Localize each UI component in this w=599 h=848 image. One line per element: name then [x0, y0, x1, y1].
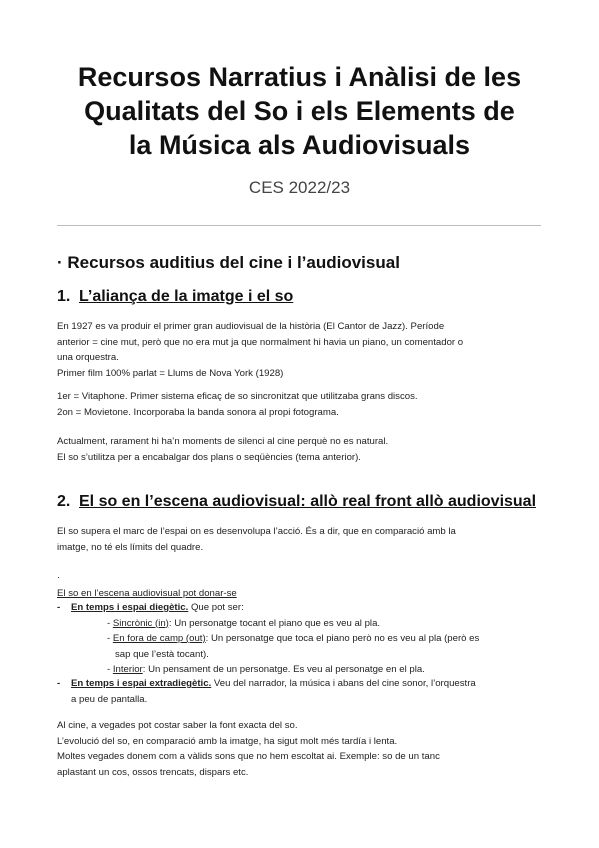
text-line: Moltes vegades donem com a vàlids sons que no hem escoltat ai. Exemple: so de un tanc — [57, 751, 440, 762]
bullet-diegetic — [57, 600, 541, 678]
sub-item — [107, 616, 541, 632]
sub-item-term: Sincrònic (in) — [112, 617, 169, 629]
text-line: Primer film 100% parlat = Llums de Nova York (1928) — [57, 367, 284, 379]
sub-item-term: Interior — [112, 664, 143, 675]
section-2-number: 2. — [57, 493, 71, 510]
text-line: anterior = cine mut, però que no era mut ja que normalment hi havia un piano, un comentador o — [57, 336, 464, 348]
text-line — [71, 676, 541, 692]
text-line: Actualment, rarament hi ha’n moments de silenci al cine perquè no es natural. — [57, 436, 389, 447]
section-heading: · Recursos auditius del cine i l’audiovisual — [57, 253, 400, 272]
bullet-rest: Veu del narrador, la música i abans del cine sonor, l’orquestra — [211, 678, 476, 689]
text-line: aplastant un cos, ossos trencats, dispars etc. — [57, 766, 249, 778]
section-1-paragraph-3 — [57, 434, 537, 465]
section-2-title: El so en l’escena audiovisual: allò real front allò audiovisual — [79, 493, 537, 510]
bullet-rest: Que pot ser: — [188, 602, 244, 613]
section-1-paragraph-2 — [57, 389, 537, 420]
document-subtitle: CES 2022/23 — [248, 178, 351, 197]
text-line: El so supera el marc de l’espai on es desenvolupa l’acció. És a dir, que en comparació amb la — [57, 526, 456, 537]
title-line-1: Recursos Narratius i Anàlisi de les — [77, 62, 522, 92]
section-2-paragraph-1 — [57, 524, 537, 555]
bullet-lead: En temps i espai diegètic. — [71, 602, 189, 613]
sub-item-text: : Un personatge que toca el piano però no es veu al pla (però es — [205, 633, 480, 644]
horizontal-divider — [57, 225, 541, 226]
section-2-intro — [57, 570, 537, 601]
sub-item-dash: - — [107, 617, 113, 629]
section-1-title: L’aliança de la imatge i el so — [79, 288, 294, 305]
intro-text: El so en l’escena audiovisual pot donar-se — [57, 587, 237, 599]
section-2-paragraph-2 — [57, 718, 537, 780]
text-line: El so s’utilitza per a encabalgar dos plans o seqüències (tema anterior). — [57, 451, 361, 463]
text-line: imatge, no té els límits del quadre. — [57, 541, 204, 553]
bullet-body — [71, 676, 541, 707]
sub-item-text: : Un pensament de un personatge. Es veu al personatge en el pla. — [142, 664, 425, 675]
sub-item-text: sap que l’està tocant). — [115, 648, 209, 660]
intro-bullet: · — [57, 572, 61, 583]
text-line: Al cine, a vegades pot costar saber la font exacta del so. — [57, 720, 298, 731]
sub-item-text: : Un personatge tocant el piano que es veu al pla. — [168, 617, 381, 629]
text-line — [71, 600, 541, 616]
title-line-2: Qualitats del So i els Elements de — [84, 96, 515, 126]
sub-item-dash: - — [107, 664, 113, 675]
bullet-dash: - — [57, 602, 61, 613]
bullet-extradiegetic — [57, 676, 541, 707]
bullet-lead: En temps i espai extradiegètic. — [71, 678, 212, 689]
text-line: 1er = Vitaphone. Primer sistema eficaç de so sincronitzat que utilitzaba grans discos. — [57, 391, 418, 402]
text-line: En 1927 es va produir el primer gran audiovisual de la història (El Cantor de Jazz). Període — [57, 321, 445, 332]
bullet-body — [71, 600, 541, 678]
sub-item-term: En fora de camp (out) — [112, 633, 206, 644]
sub-item — [107, 631, 541, 647]
text-line: una orquestra. — [57, 352, 119, 363]
section-2-heading — [57, 493, 536, 511]
sub-item-continuation — [115, 647, 541, 663]
bullet-dash: - — [57, 678, 61, 689]
text-line — [57, 570, 537, 601]
section-1-number: 1. — [57, 288, 71, 305]
text-line: a peu de pantalla. — [71, 693, 148, 705]
section-1-heading — [57, 288, 293, 306]
text-line: L’evolució del so, en comparació amb la imatge, ha sigut molt més tardía i lenta. — [57, 735, 398, 747]
document-title — [40, 60, 559, 162]
title-line-3: la Música als Audiovisuals — [128, 130, 471, 160]
section-1-paragraph-1 — [57, 319, 537, 381]
sub-item-dash: - — [107, 633, 113, 644]
text-line: 2on = Movietone. Incorporaba la banda sonora al propi fotograma. — [57, 406, 339, 418]
